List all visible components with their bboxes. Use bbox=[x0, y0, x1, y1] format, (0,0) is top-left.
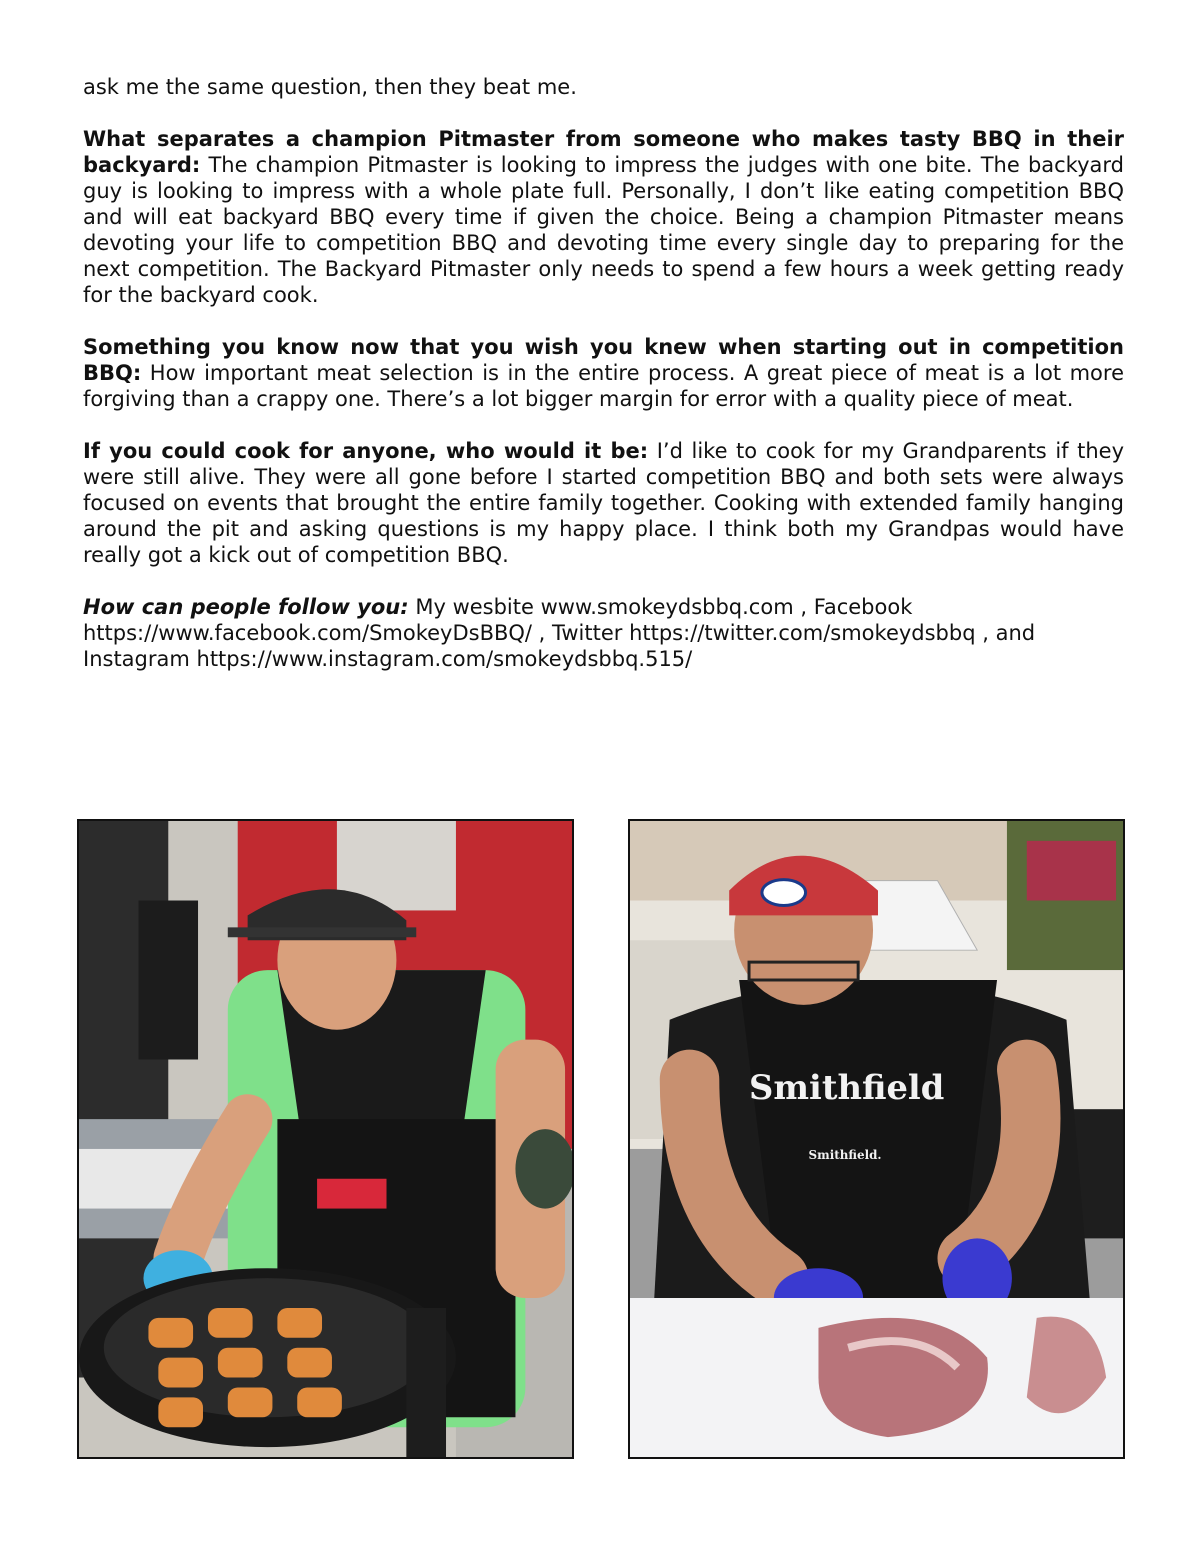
answer: The champion Pitmaster is looking to impress the judges with one bite. The backyard guy is looking to impress with a whole plate full. Personally, I don’t like eating competition BBQ and will eat backyard BBQ every time if given the choice. Being a champion Pitmaster means devoting your life to competition BBQ and devoting time every single day to preparing for the next competition. The Backyard Pitmaster only needs to spend a few hours a week getting ready for the backyard cook. bbox=[83, 153, 1124, 307]
question: What separates a champion Pitmaster from someone who makes tasty BBQ in their backyard: bbox=[83, 127, 1124, 177]
shirt-logo-text: Smithfield bbox=[749, 1067, 945, 1108]
answer: How important meat selection is in the entire process. A great piece of meat is a lot more forgiving than a crappy one. There’s a lot bigger margin for error with a quality piece of meat. bbox=[83, 361, 1124, 411]
photo-pitmaster-grilling bbox=[77, 819, 574, 1459]
qa-item bbox=[83, 594, 1124, 672]
photo-pitmaster-grilling-illustration bbox=[79, 821, 572, 1457]
qa-item bbox=[83, 438, 1124, 568]
photo-pitmaster-trimming bbox=[628, 819, 1125, 1459]
question: How can people follow you: bbox=[83, 595, 409, 619]
answer: I’d like to cook for my Grandparents if they were still alive. They were all gone before I started competition BBQ and both sets were always focused on events that brought the entire family together. Cooking with extended family hanging around the pit and asking questions is my happy place. I think both my Grandpas would have really got a kick out of competition BBQ. bbox=[83, 439, 1124, 567]
answer: My wesbite www.smokeydsbbq.com , Facebook https://www.facebook.com/SmokeyDsBBQ/ , Twitter https://twitter.com/smokeydsbbq , and Instagram https://www.instagram.com/smokeydsbbq.515/ bbox=[83, 595, 1036, 671]
qa-item bbox=[83, 126, 1124, 308]
intro-fragment: ask me the same question, then they beat me. bbox=[83, 75, 577, 99]
article-body bbox=[83, 74, 1124, 698]
photo-pitmaster-trimming-illustration bbox=[630, 821, 1123, 1457]
apron-logo-text: Smithfield. bbox=[808, 1147, 882, 1162]
question: If you could cook for anyone, who would it be: bbox=[83, 439, 649, 463]
question: Something you know now that you wish you knew when starting out in competition BBQ: bbox=[83, 335, 1124, 385]
qa-item bbox=[83, 334, 1124, 412]
